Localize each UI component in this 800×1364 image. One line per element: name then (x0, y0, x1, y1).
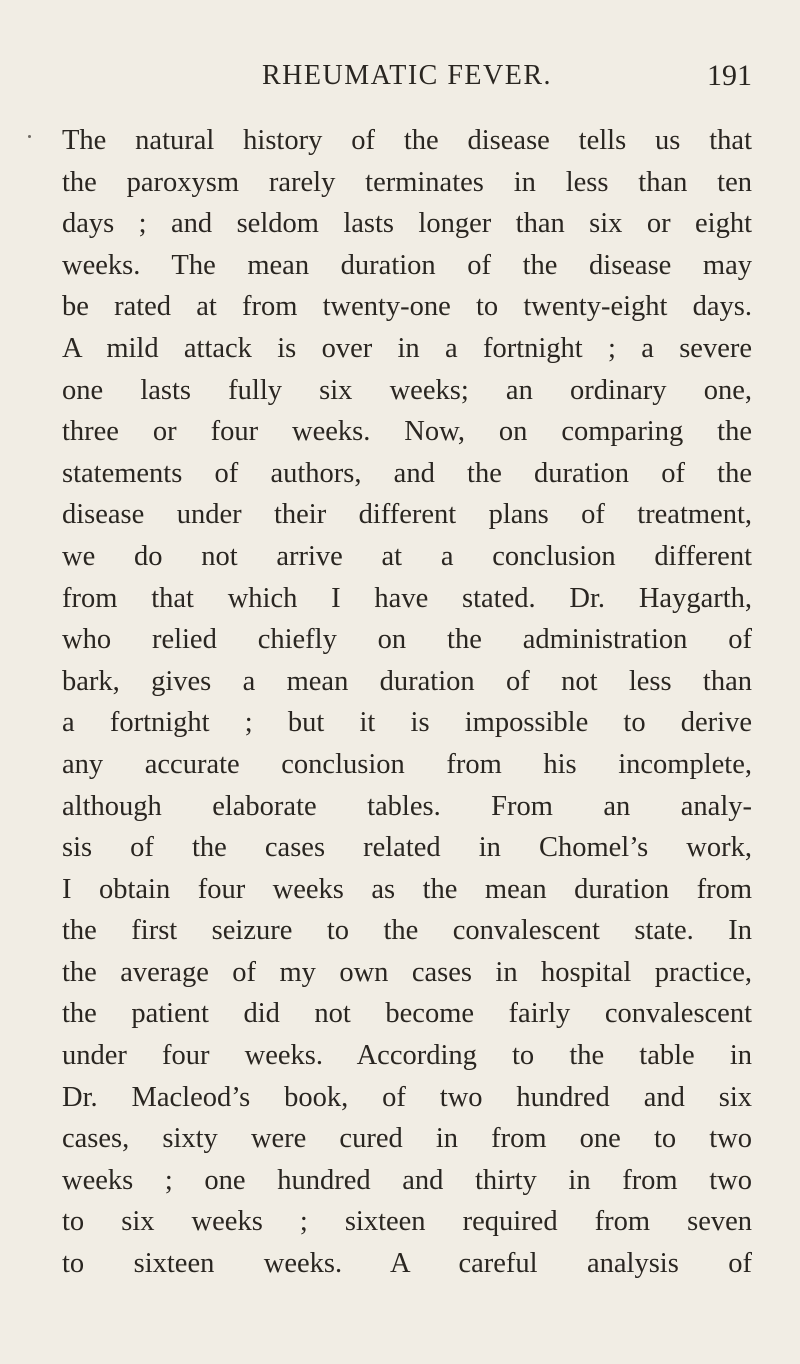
text-line: three or four weeks. Now, on comparing the (62, 416, 752, 448)
text-line: a fortnight ; but it is impossible to derive (62, 707, 752, 739)
text-line: be rated at from twenty-one to twenty-eight days. (62, 291, 752, 323)
text-line: to sixteen weeks. A careful analysis of (62, 1248, 752, 1280)
text-line: weeks ; one hundred and thirty in from two (62, 1164, 752, 1196)
text-line: A mild attack is over in a fortnight ; a severe (62, 332, 752, 364)
text-line: days ; and seldom lasts longer than six or eight (62, 208, 752, 240)
text-line: disease under their different plans of treatment, (62, 499, 752, 531)
text-line: cases, sixty were cured in from one to two (62, 1123, 752, 1155)
text-line: one lasts fully six weeks; an ordinary one, (62, 374, 752, 406)
page-number: 191 (707, 59, 752, 92)
text-line: Dr. Macleod’s book, of two hundred and six (62, 1081, 752, 1113)
text-line: although elaborate tables. From an analy- (62, 790, 752, 822)
body-text (62, 120, 752, 1285)
text-line: from that which I have stated. Dr. Haygarth, (62, 582, 752, 614)
text-line: the average of my own cases in hospital practice, (62, 956, 752, 988)
text-line: The natural history of the disease tells us that (62, 125, 752, 156)
text-line: statements of authors, and the duration of the (62, 457, 752, 489)
text-line: to six weeks ; sixteen required from seven (62, 1206, 752, 1238)
text-line: bark, gives a mean duration of not less than (62, 665, 752, 697)
text-line: who relied chiefly on the administration of (62, 624, 752, 656)
margin-dot (28, 135, 31, 138)
text-line: sis of the cases related in Chomel’s work, (62, 832, 752, 864)
text-line: under four weeks. According to the table in (62, 1040, 752, 1072)
text-line: any accurate conclusion from his incomplete, (62, 748, 752, 780)
text-line: the first seizure to the convalescent state. In (62, 915, 752, 947)
text-line: the paroxysm rarely terminates in less than ten (62, 166, 752, 198)
running-head (62, 56, 752, 96)
running-head-title: RHEUMATIC FEVER. (261, 60, 552, 91)
text-line: the patient did not become fairly convalescent (62, 998, 752, 1030)
text-line: I obtain four weeks as the mean duration from (62, 873, 752, 905)
text-line: weeks. The mean duration of the disease may (62, 249, 752, 281)
text-line: we do not arrive at a conclusion different (62, 540, 752, 572)
